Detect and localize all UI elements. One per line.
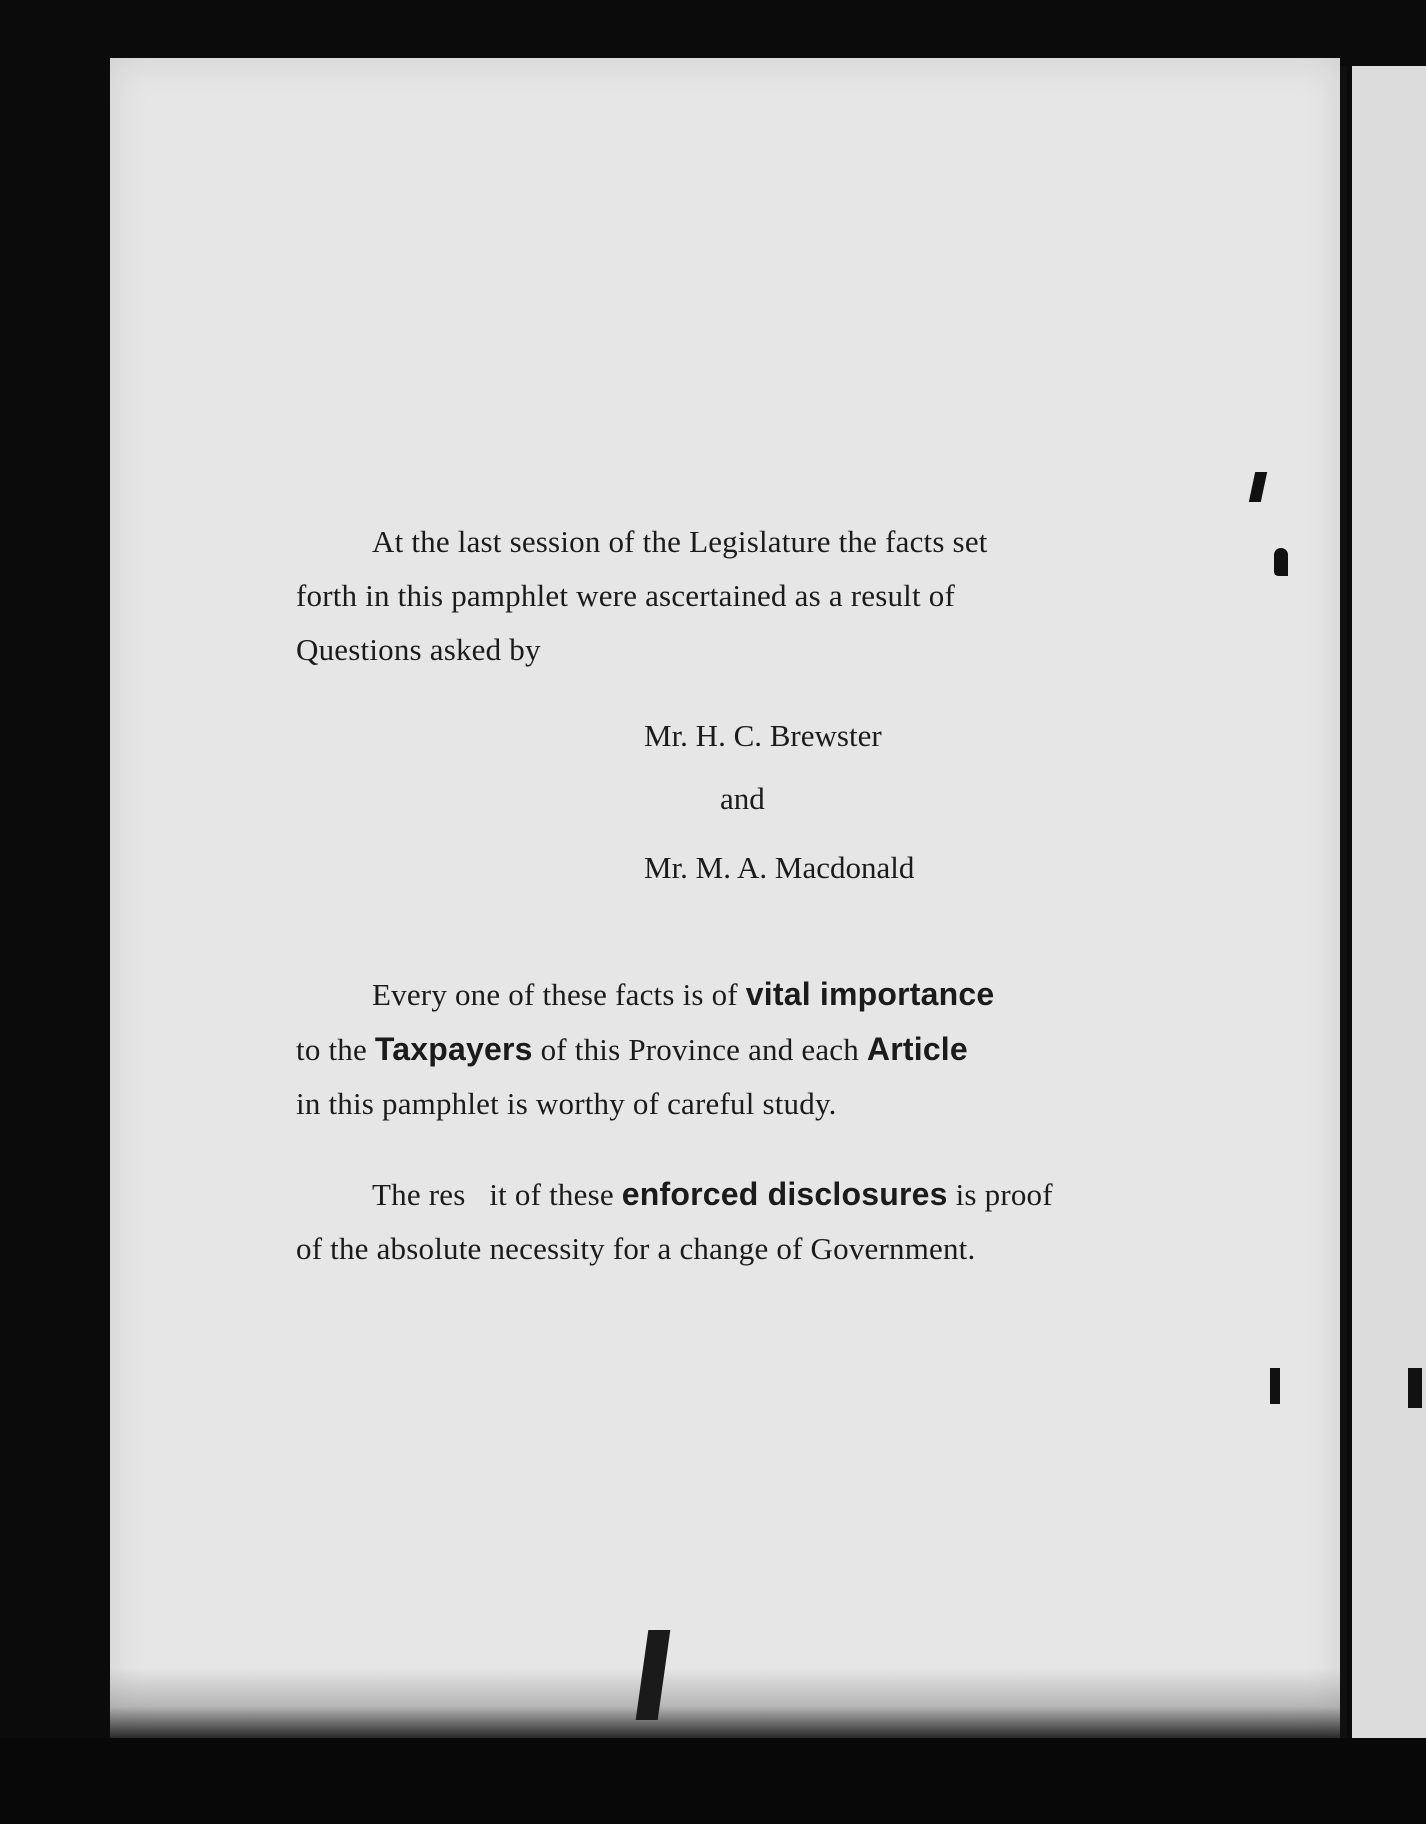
intro-line-1: At the last session of the Legislature the facts set: [372, 524, 988, 559]
taxpayers-emphasis: Taxpayers: [374, 1031, 533, 1067]
scan-artifact: [1408, 1368, 1422, 1408]
scan-artifact: [1274, 548, 1288, 576]
intro-line-3: Questions asked by: [296, 632, 541, 667]
importance-paragraph: [296, 967, 1226, 1131]
vital-importance-emphasis: vital importance: [745, 976, 995, 1012]
intro-paragraph: [296, 515, 1226, 677]
importance-line-1-text: Every one of these facts is of: [372, 977, 746, 1012]
name-macdonald: Mr. M. A. Macdonald: [644, 850, 915, 885]
name-brewster: Mr. H. C. Brewster: [644, 718, 882, 753]
facing-page-edge: [1352, 66, 1426, 1738]
importance-line-3: in this pamphlet is worthy of careful study.: [296, 1086, 837, 1121]
enforced-disclosures-emphasis: enforced disclosures: [621, 1176, 948, 1212]
conclusion-line-1-text-a: The res it of these: [372, 1177, 622, 1212]
article-emphasis: Article: [866, 1031, 968, 1067]
scan-artifact: [1270, 1368, 1280, 1404]
pamphlet-page: [110, 58, 1340, 1738]
conclusion-line-1-text-b: is proof: [947, 1177, 1053, 1212]
importance-line-2-text-b: of this Province and each: [532, 1032, 867, 1067]
importance-line-2: [296, 1022, 1226, 1077]
conclusion-line-1: [296, 1167, 1226, 1222]
importance-line-1: [296, 967, 1226, 1022]
conclusion-line-2: of the absolute necessity for a change of Government.: [296, 1231, 976, 1266]
conclusion-paragraph: [296, 1167, 1226, 1276]
names-conjunction: and: [720, 781, 765, 816]
page-fold-shadow: [1340, 66, 1347, 1738]
importance-line-2-text-a: to the: [296, 1032, 375, 1067]
scan-background: [0, 1738, 1426, 1824]
intro-line-2: forth in this pamphlet were ascertained as a result of: [296, 578, 955, 613]
